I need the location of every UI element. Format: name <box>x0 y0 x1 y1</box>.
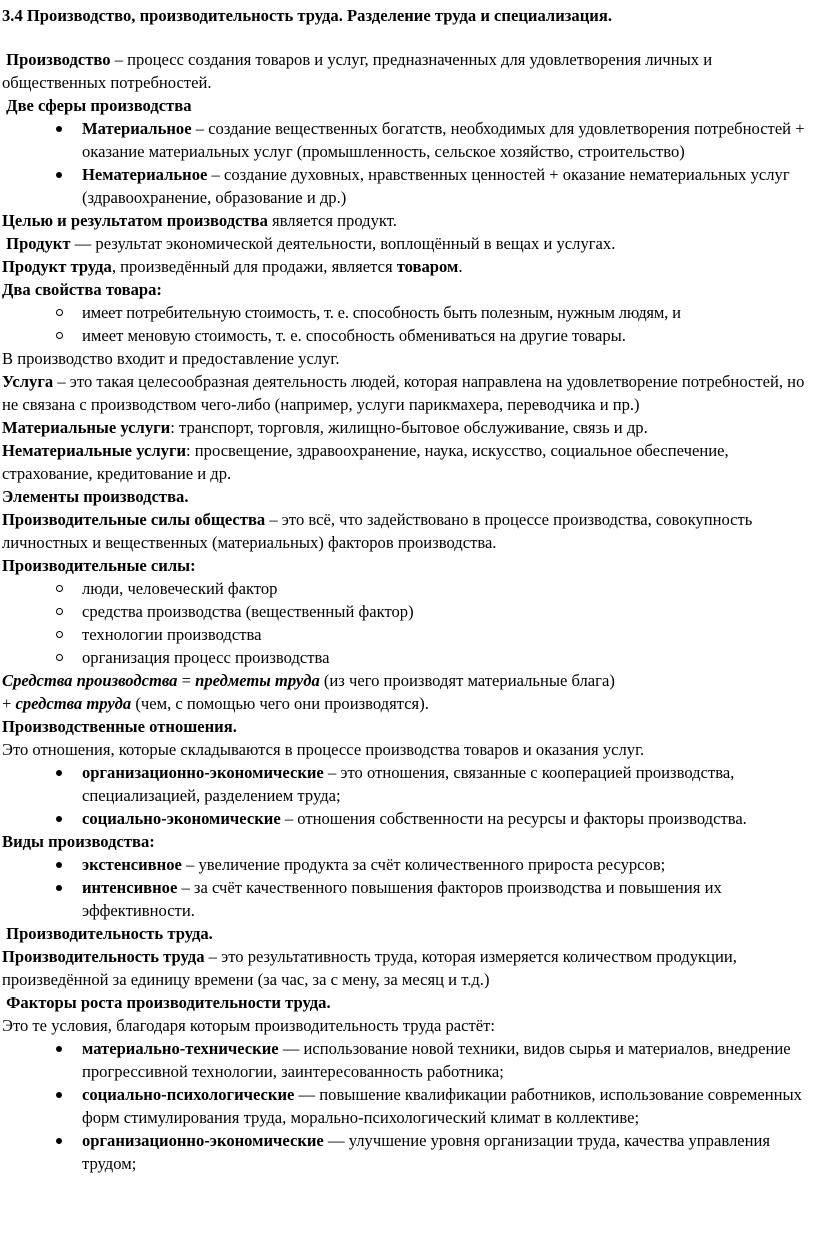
bullet-icon <box>56 1138 62 1144</box>
commodity-heading: Два свойства товара: <box>2 280 162 299</box>
list-item: материально-технические — использование новой техники, видов сырья и материалов, внедрение прогрессивной технологии, заинтересованность работника; <box>2 1037 812 1083</box>
bullet-icon <box>56 631 63 638</box>
relations-intro: Это отношения, которые складываются в процессе производства товаров и оказания услуг. <box>2 740 645 759</box>
list-item: социально-психологические — повышение квалификации работников, использование современных форм стимулирования труда, морально-психологический климат в коллективе; <box>2 1083 812 1129</box>
productive-forces-definition: Производительные силы общества – это всё, что задействовано в процессе производства, совокупность личностных и вещественных (материальных) факторов производства. <box>2 510 753 552</box>
list-item: экстенсивное – увеличение продукта за счёт количественного прироста ресурсов; <box>2 853 812 876</box>
goal-line: Целью и результатом производства является продукт. <box>2 211 397 230</box>
list-item: Материальное – создание вещественных богатств, необходимых для удовлетворения потребностей + оказание материальных услуг (промышленность, сельское хозяйство, строительство) <box>2 117 812 163</box>
bullet-icon <box>56 585 63 592</box>
bullet-icon <box>56 654 63 661</box>
productive-forces-list <box>2 577 812 669</box>
list-item: технологии производства <box>2 623 812 646</box>
services-line: В производство входит и предоставление услуг. <box>2 349 340 368</box>
bullet-icon <box>56 309 63 316</box>
spacer <box>2 27 812 48</box>
commodity-list <box>2 301 812 347</box>
bullet-icon <box>56 172 62 178</box>
bullet-icon <box>56 1092 62 1098</box>
bullet-icon <box>56 816 62 822</box>
list-item: имеет меновую стоимость, т. е. способность обмениваться на другие товары. <box>2 324 812 347</box>
material-services: Материальные услуги: транспорт, торговля, жилищно-бытовое обслуживание, связь и др. <box>2 418 648 437</box>
two-spheres-list <box>2 117 812 209</box>
two-spheres-heading: Две сферы производства <box>6 96 192 115</box>
bullet-icon <box>56 332 63 339</box>
service-definition: Услуга – это такая целесообразная деятельность людей, которая направлена на удовлетворение потребностей, но не связана с производством чего-либо (например, услуги парикмахера, переводчика и пр.) <box>2 372 805 414</box>
elements-heading: Элементы производства. <box>2 487 189 506</box>
means-line-2: + средства труда (чем, с помощью чего они производятся). <box>2 694 429 713</box>
bullet-icon <box>56 126 62 132</box>
types-list <box>2 853 812 922</box>
product-line: Продукт — результат экономической деятельности, воплощённый в вещах и услугах. <box>6 234 616 253</box>
bullet-icon <box>56 608 63 615</box>
section-title: 3.4 Производство, производительность труда. Разделение труда и специализация. <box>2 6 612 25</box>
bullet-icon <box>56 862 62 868</box>
production-definition: Производство – процесс создания товаров и услуг, предназначенных для удовлетворения личных и общественных потребностей. <box>2 50 713 92</box>
relations-heading: Производственные отношения. <box>2 717 237 736</box>
growth-heading: Факторы роста производительности труда. <box>6 993 331 1012</box>
list-item: социально-экономические – отношения собственности на ресурсы и факторы производства. <box>2 807 812 830</box>
bullet-icon <box>56 1046 62 1052</box>
relations-list <box>2 761 812 830</box>
productivity-heading: Производительность труда. <box>6 924 213 943</box>
growth-intro: Это те условия, благодаря которым производительность труда растёт: <box>2 1016 495 1035</box>
list-item: организация процесс производства <box>2 646 812 669</box>
bullet-icon <box>56 770 62 776</box>
list-item: Нематериальное – создание духовных, нравственных ценностей + оказание нематериальных услуг (здравоохранение, образование и др.) <box>2 163 812 209</box>
nonmaterial-services: Нематериальные услуги: просвещение, здравоохранение, наука, искусство, социальное обеспечение, страхование, кредитование и др. <box>2 441 729 483</box>
list-item: имеет потребительную стоимость, т. е. способность быть полезным, нужным людям, и <box>2 301 812 324</box>
productive-forces-heading: Производительные силы: <box>2 556 196 575</box>
labor-product-line: Продукт труда, произведённый для продажи, является товаром. <box>2 257 463 276</box>
list-item: люди, человеческий фактор <box>2 577 812 600</box>
list-item: организационно-экономические – это отношения, связанные с кооперацией производства, специализацией, разделением труда; <box>2 761 812 807</box>
list-item: средства производства (вещественный фактор) <box>2 600 812 623</box>
means-line-1: Средства производства = предметы труда (из чего производят материальные блага) <box>2 671 615 690</box>
list-item: интенсивное – за счёт качественного повышения факторов производства и повышения их эффективности. <box>2 876 812 922</box>
bullet-icon <box>56 885 62 891</box>
list-item: организационно-экономические — улучшение уровня организации труда, качества управления трудом; <box>2 1129 812 1175</box>
growth-list <box>2 1037 812 1175</box>
productivity-definition: Производительность труда – это результативность труда, которая измеряется количеством продукции, произведённой за единицу времени (за час, за с мену, за месяц и т.д.) <box>2 947 737 989</box>
types-heading: Виды производства: <box>2 832 155 851</box>
